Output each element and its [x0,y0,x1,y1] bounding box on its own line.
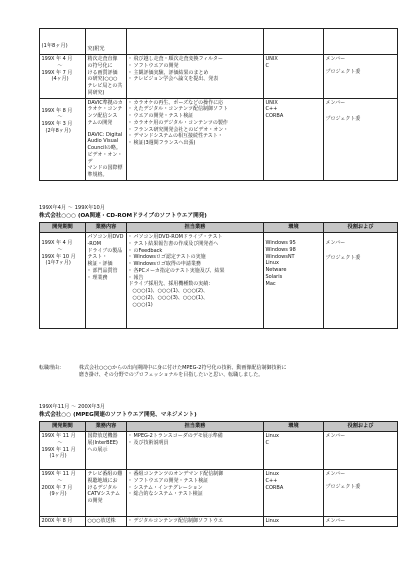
env-item: WindowsNT [265,253,295,260]
role-item: メンバー [325,99,346,106]
task-item: ・ テレビジョン学会へ論文を提出、発表 [129,76,262,83]
project-name-cell [86,233,127,329]
task-item: ・ MPEG-2トランスコーダのデモ展示準備 [129,433,262,440]
tasks-cell [127,29,264,55]
table-row [40,432,398,470]
project-name-line: テムの開発 [87,119,113,126]
project-name-line: の研究(○○○ [87,76,118,83]
column-header: 担当業務 [127,422,264,432]
project-name-cell [86,517,127,527]
role-item: プロジェクト委 [325,483,361,490]
table-header-row [40,223,398,233]
project-name-text: 理業務 [92,274,108,281]
project-name-line: ドライブの製品 [87,247,123,254]
tasks-cell [127,470,264,517]
project-name-line: 精次走査直像 [87,56,118,62]
project-name-line: 展(InterBEE) [87,439,118,446]
project-name-line: けるデジタル [87,484,118,491]
column-header: 環境 [264,223,324,233]
role-cell [324,432,398,470]
period-cell [40,98,86,180]
task-text: のFeedback [133,247,163,254]
period-end: 199X 年 10 月 [41,253,76,260]
project-table [39,222,398,329]
column-header: 担当業務 [127,223,264,233]
project-name-line: ビデオ・オン・デ [87,151,123,165]
period-sep: ～ [57,114,63,121]
env-item: Linux [265,260,279,267]
task-item-cont [129,113,262,120]
env-item: CORBA [265,113,284,119]
task-item-cont [129,440,262,447]
table-header-row [40,422,398,432]
task-item: ・ テスト結果報告書の作成及び開発者へ [129,241,262,248]
role-cell [324,470,398,517]
task-text: 検証(3週間フランスへ出張) [133,140,196,146]
role-item: メンバー [325,240,346,247]
task-item-cont [129,63,262,70]
task-text: ソフトウエアの開発・テスト検証 [133,477,209,484]
period-start: 199X 年 11 月 [41,471,76,478]
task-note: ○○○(1) [132,301,153,308]
task-item: ・ カラオケの再生、ポーズなどの操作に応 [129,100,262,107]
role-cell [324,233,398,329]
period-cell [40,55,86,99]
section-period: 199X年4月 ～ 199X年10月 [39,205,106,211]
table-row [40,29,398,55]
task-item: ・ フランス研究開発会社とのビデオ・オン・ [129,127,262,134]
project-name-line: の符号化に [87,62,113,69]
tasks-cell [127,517,264,527]
project-table [39,421,398,527]
company-title: 株式会社○○ (MPEG関連のソフトウエア開発、マネジメント) [39,412,197,418]
column-header: 環境 [264,422,324,432]
project-name-line: パソコン用DVD [87,234,124,241]
task-text: 報告 [133,274,144,281]
task-item: ・ パソコン用DVD-ROMドライブ・テスト [129,234,262,241]
project-name-cell [86,29,127,55]
task-text: 及び技術説明員 [133,439,169,446]
task-item: ・ 番組コンテンツのオンデマンド配信制御 [129,471,262,478]
role-item: メンバー [325,471,346,478]
period-sep: ～ [57,477,63,484]
project-name-line: テレビ局との共 [87,83,123,89]
project-name-line: CATVシステム [87,491,120,498]
task-item: ・ デジタルコンテンツ配信制御ソフトウエ [129,518,262,525]
column-header: 開発期間 [40,223,86,233]
transfer-text-line: 磨き掛け、その分野でのプロフェッショナルを目指したいと思い、転職しました。 [79,371,264,378]
project-name-line: ラオケ・コンテ [87,106,123,113]
env-cell [264,233,324,329]
project-table-continued [39,28,398,181]
period-start: 199X 年 8 月 [41,107,73,114]
task-item-cont [129,133,262,140]
project-name-line: 準規格。 [87,172,108,178]
env-item: Linux [265,518,279,525]
env-item: UNIX [265,99,278,106]
period-end: 199X 年 7 月 [41,69,73,76]
table-row [40,55,398,99]
period-cell [40,432,86,470]
task-item: ・ 飛び越し走査・順次走査変換フィルター [129,56,262,63]
role-item: プロジェクト委 [325,254,361,261]
period-duration: (1ヶ月) [49,453,67,460]
task-item: ・ 主観評価実験、評価結果のまとめ [129,70,262,77]
task-text: デマンドシステムの相互接続性テスト・ [133,133,223,140]
table-row [40,517,398,527]
project-name-line: Audio Visual [87,138,119,145]
project-name-line: -ROM [87,240,102,247]
env-item: Netware [265,267,287,274]
env-item: Mac [265,280,276,287]
project-name-line: 国際放送機器 [87,433,118,440]
project-name-cell [86,470,127,517]
table-row [40,470,398,517]
period-end: 199X 年 11 月 [41,446,76,453]
env-item: C [265,439,269,446]
task-item: ・ システム・インテグレーション [129,485,262,492]
role-item: プロジェクト委 [325,116,361,123]
role-cell [324,98,398,180]
task-item-cont [129,140,262,147]
period-end: 200X 年 7 月 [41,484,73,491]
env-item: CORBA [265,484,284,491]
column-header: 業務内容 [86,422,127,432]
project-name-line-cont [88,275,125,282]
period-cell [40,233,86,329]
task-note: ○○○(1)、○○○(1)、○○○(2)、 [132,288,209,295]
project-name-line: DAVIC準拠のカ [87,99,123,106]
period-end: 199X 年 3 月 [41,121,73,127]
transfer-label: 転職理由： [39,365,65,371]
role-item: メンバー [325,56,346,62]
project-name-line: マンドの国際標 [87,165,123,172]
env-item: Solaris [265,273,283,280]
env-cell [264,432,324,470]
project-name-cell [86,432,127,470]
env-cell [264,98,324,180]
tasks-cell [127,432,264,470]
env-item: Windows 95 [265,240,296,247]
project-name-line: テスト・ [87,254,108,261]
period-cell [40,29,86,55]
period-sep: ～ [57,246,63,253]
period-start: 199X 年 4 月 [41,56,73,62]
env-item: C++ [265,106,278,113]
table-row [40,98,398,180]
column-header: 役割および [324,223,398,233]
env-cell [264,470,324,517]
project-name-line: 視聴地域にお [87,477,118,484]
period-duration: (9ヶ月) [49,491,67,498]
task-item: ・ Windowsロゴ取得の申請業務 [129,261,262,268]
env-cell [264,29,324,55]
env-cell [264,55,324,99]
tasks-cell [127,55,264,99]
task-item: ・ Windowsロゴ認定テストの実施 [129,254,262,261]
period-cell [40,470,86,517]
period-sep: ～ [57,439,63,446]
period-cell [40,517,86,527]
company-title: 株式会社○○○ (OA関連・CD-ROMドライブのソフトウエア開発) [39,213,207,219]
project-name-line: DAVIC: Digital [87,131,123,138]
role-cell [324,55,398,99]
env-item: Windows 98 [265,246,296,253]
role-cell [324,29,398,55]
period-start: 200X 年 8 月 [41,518,73,525]
project-name-line: ○○○放送株 [87,518,116,525]
tasks-cell [127,233,264,329]
table-row [40,233,398,329]
env-item: Linux [265,471,279,478]
task-item: ・ 総合的なシステム・テスト検証 [129,491,262,498]
role-item: メンバー [325,433,346,440]
project-name-cell [86,55,127,99]
tasks-cell [127,98,264,180]
env-item: Linux [265,433,279,440]
project-name-text: 究(附光 [87,46,105,52]
project-name-line: 同研究) [87,89,105,96]
task-note: ドライブ採用先、採用機種数の実績： [128,281,214,288]
project-name-line: の開発 [87,498,103,505]
role-item: プロジェクト委 [325,68,361,75]
task-item-cont [129,106,262,113]
role-item: メンバー [325,518,346,525]
task-item-cont [129,275,262,282]
transfer-text-line: 株式会社○○○からの出向期間中に身に付けたMPEG-2符号化の技術、動画像配信制御技術に [79,365,287,371]
task-text: ソフトウエアの開発 [133,62,179,69]
project-name-cell [86,98,127,180]
env-item: C++ [265,477,278,484]
period-duration: (1年7ヶ月) [45,260,71,267]
env-cell [264,517,324,527]
project-name-line: ける画質評価 [87,69,118,76]
column-header: 業務内容 [86,223,127,233]
project-name-line: ・ 部門品質管 [88,268,125,275]
env-item: UNIX [265,56,278,62]
task-text: ウエアの開発・テスト検証 [133,113,194,119]
period-start: 199X 年 4 月 [41,240,73,247]
period-duration: (2年8ヶ月) [45,127,71,134]
project-name-line: Councilの略。 [87,145,121,151]
project-name-line: への展示 [87,446,108,453]
period-sep: ～ [57,62,63,69]
column-header: 役割および [324,422,398,432]
period-duration: (4ヶ月) [51,76,69,83]
role-cell [324,517,398,527]
period-text: (1年8ヶ月) [41,43,68,49]
env-item: C [265,62,269,69]
task-item: ・ 各PCメーカ指定のテスト実施及び、結果 [129,268,262,275]
task-item: ・ カラオケ用のデジタル・コンテンツの製作 [129,120,262,127]
task-text: えたデジタル・コンテンツ配信制御ソフト [133,106,228,113]
project-name-line: 検証・評価 [87,261,113,268]
column-header: 開発期間 [40,422,86,432]
period-start: 199X 年 11 月 [41,433,76,440]
section-period: 199X年11月 ～ 200X年3月 [39,404,106,410]
task-item-cont [129,478,262,485]
task-note: ○○○(2)、○○○(3)、○○○(1)、 [132,294,209,301]
project-name-line: ンツ配信シス [87,113,118,119]
project-name-line: テレビ番組の難 [87,471,123,478]
